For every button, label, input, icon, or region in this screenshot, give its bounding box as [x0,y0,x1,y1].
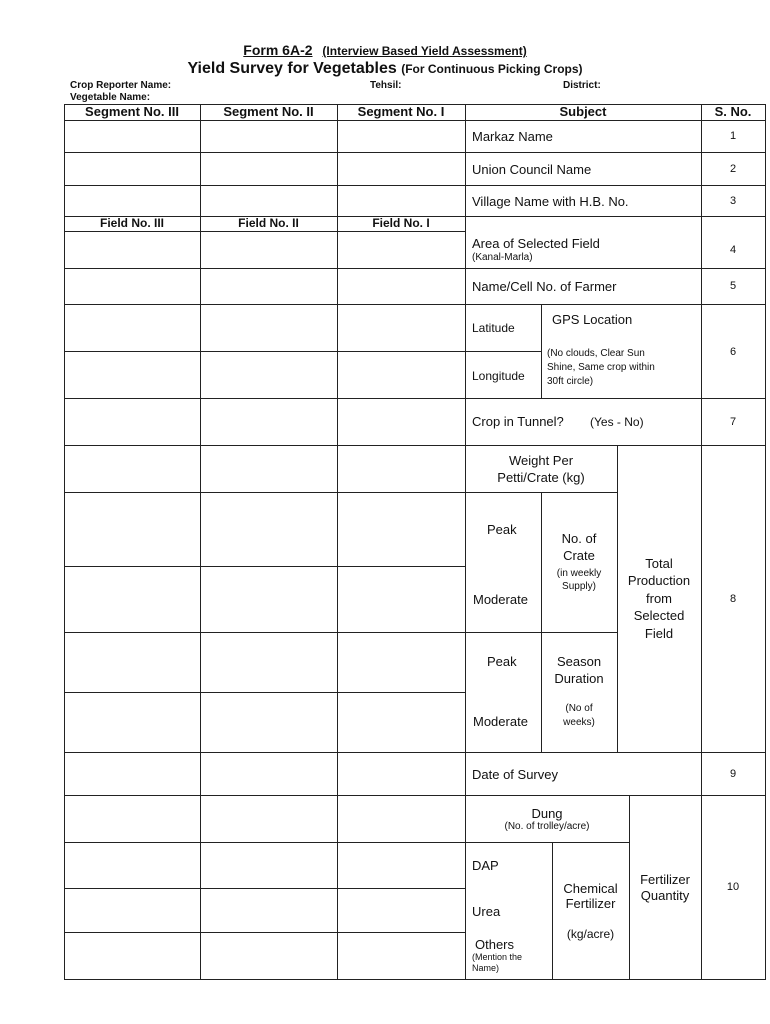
grid-line [200,104,201,980]
subject-others-note-2: Name) [472,963,500,973]
subject-crate-3: (in weekly [556,568,602,579]
survey-title-main: Yield Survey for Vegetables [187,60,397,77]
grid-line [64,268,766,269]
subject-urea: Urea [472,904,501,919]
subject-area-unit: (Kanal-Marla) [472,252,533,263]
subject-dap: DAP [472,858,499,873]
grid-line [465,351,541,352]
subject-dung: Dung [531,806,563,821]
subject-farmer: Name/Cell No. of Farmer [472,279,617,294]
grid-line [64,231,465,232]
col-field-2: Field No. II [238,216,299,230]
subject-others: Others [475,937,515,952]
grid-line [64,185,766,186]
grid-line [64,795,766,796]
subject-chemical-3: (kg/acre) [566,927,615,941]
subject-weight-1: Weight Per [508,453,574,468]
col-field-3: Field No. III [99,216,164,230]
grid-line [64,888,465,889]
grid-line [64,979,766,980]
serial-number: 6 [729,346,737,358]
form-number: Form 6A-2 [243,42,313,58]
subject-chemical-1: Chemical [563,881,618,896]
survey-title-sub: (For Continuous Picking Crops) [401,62,583,76]
col-field-1: Field No. I [372,216,430,230]
subject-season-4: weeks) [563,717,595,728]
subject-total-3: from [646,591,672,606]
subject-weight-2: Petti/Crate (kg) [497,470,585,485]
subject-total-1: Total [645,556,673,571]
serial-number: 10 [726,881,740,893]
form-title [0,42,770,58]
subject-total-2: Production [627,573,691,588]
tehsil-label: Tehsil: [370,80,402,91]
grid-line [64,304,766,305]
col-subject: Subject [559,104,607,119]
district-label: District: [563,80,601,91]
subject-peak: Peak [487,522,517,537]
subject-season-2: Duration [554,671,604,686]
grid-line [64,398,766,399]
subject-area: Area of Selected Field [472,236,600,251]
subject-dung-note: (No. of trolley/acre) [504,821,590,832]
col-segment-1: Segment No. I [357,104,445,119]
subject-fertilizer-1: Fertilizer [640,872,690,887]
col-segment-3: Segment No. III [85,104,179,119]
subject-markaz: Markaz Name [472,129,553,144]
serial-number: 5 [729,280,737,292]
grid-line [337,104,338,980]
serial-number: 1 [729,130,737,142]
subject-gps-note-2: Shine, Same crop within [547,362,655,373]
subject-crate-2: Crate [563,548,595,563]
serial-number: 7 [729,416,737,428]
grid-line [64,120,766,121]
subject-total-5: Field [644,626,674,641]
subject-village: Village Name with H.B. No. [472,194,629,209]
subject-season-1: Season [556,654,602,669]
subject-tunnel: Crop in Tunnel? [472,414,564,429]
serial-number: 8 [729,593,737,605]
col-sno: S. No. [714,104,752,119]
grid-line [64,932,465,933]
serial-number: 9 [729,768,737,780]
subject-fertilizer-2: Quantity [640,888,690,903]
grid-line [541,304,542,398]
subject-moderate: Moderate [473,592,528,607]
subject-longitude: Longitude [472,369,525,383]
subject-total-4: Selected [633,608,685,623]
vegetable-label: Vegetable Name: [70,92,151,103]
grid-line [64,152,766,153]
subject-union-council: Union Council Name [472,162,592,177]
grid-line [465,492,617,493]
serial-number: 4 [729,244,737,256]
subject-crate-1: No. of [561,531,597,546]
grid-line [701,104,702,980]
survey-title [0,60,770,78]
subject-peak-2: Peak [487,654,517,669]
subject-gps-note-1: (No clouds, Clear Sun [547,348,645,359]
subject-tunnel-options: (Yes - No) [590,415,644,429]
subject-chemical-2: Fertilizer [565,896,616,911]
grid-line [765,104,766,980]
grid-line [465,104,466,980]
crop-reporter-label: Crop Reporter Name: [70,80,172,91]
subject-season-3: (No of [565,703,593,714]
subject-crate-4: Supply) [562,581,596,592]
subject-date-of-survey: Date of Survey [472,767,558,782]
grid-line [64,445,766,446]
form-subtitle: (Interview Based Yield Assessment) [322,44,527,58]
col-segment-2: Segment No. II [223,104,314,119]
grid-line [465,842,629,843]
serial-number: 2 [729,163,737,175]
grid-line [64,692,465,693]
serial-number: 3 [729,195,737,207]
subject-moderate-2: Moderate [473,714,528,729]
grid-line [64,752,766,753]
subject-gps-note-3: 30ft circle) [547,376,594,387]
grid-line [64,566,465,567]
grid-line [64,351,465,352]
subject-others-note-1: (Mention the [472,952,523,962]
subject-gps: GPS Location [552,312,633,327]
grid-line [64,104,65,980]
subject-latitude: Latitude [472,321,515,335]
grid-line [465,632,617,633]
